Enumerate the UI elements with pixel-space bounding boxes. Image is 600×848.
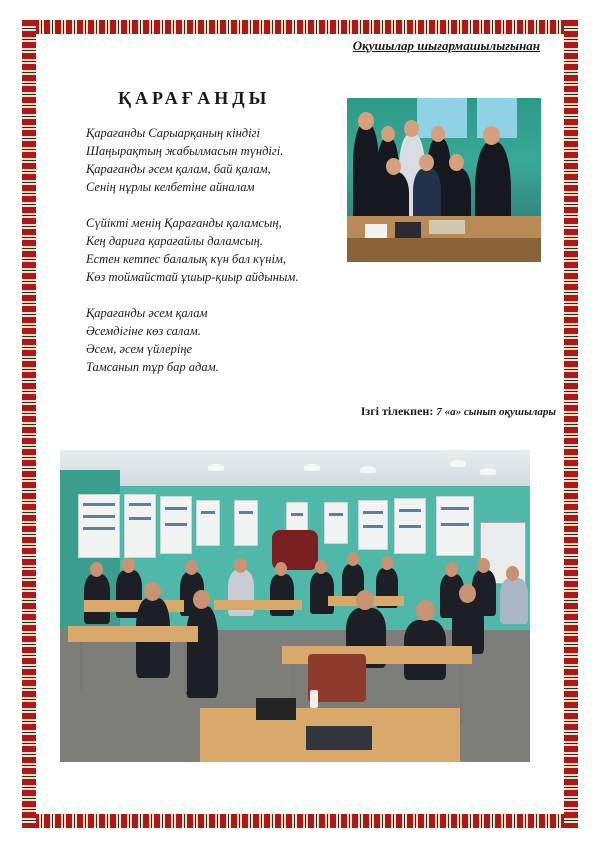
student-face (445, 562, 458, 577)
student-desk (214, 600, 302, 610)
student-desk (68, 626, 198, 642)
ceiling-lamp (360, 466, 376, 473)
student-face (381, 556, 393, 570)
poem-line: Қарағанды әсем қалам (86, 306, 208, 320)
book (306, 726, 372, 750)
poem-line: Сүйікті менің Қарағанды қаламсың, (86, 216, 282, 230)
teacher-face (419, 154, 434, 171)
decorative-border-top (22, 20, 578, 34)
wall-poster (436, 496, 474, 556)
desk-leg (184, 642, 187, 692)
desk-leg (80, 642, 83, 692)
student-face (386, 158, 401, 175)
student-figure (310, 572, 334, 614)
student-face (506, 566, 519, 581)
desk-front (347, 238, 541, 262)
student-face (358, 112, 374, 130)
poem-line: Әсем, әсем үйлеріңе (86, 342, 193, 356)
student-face (193, 590, 210, 609)
student-face (315, 560, 327, 574)
student-face (122, 558, 135, 573)
student-face (459, 584, 476, 603)
decorative-border-bottom (22, 814, 578, 828)
decorative-border-left (22, 20, 36, 828)
ceiling-lamp (480, 468, 496, 475)
poem-line: Көз тоймайстай ұшыр-қиыр айдыным. (86, 270, 299, 284)
student-face (356, 590, 374, 610)
student-figure (353, 124, 379, 224)
poem-line: Сенің нұрлы келбетіне айналам (86, 180, 255, 194)
student-face (404, 120, 419, 137)
signature-author: 7 «а» сынып оқушылары (436, 406, 556, 418)
student-face (90, 562, 103, 577)
student-face (381, 126, 395, 142)
student-face (347, 552, 359, 566)
student-figure (500, 578, 528, 624)
poem-title: ҚАРАҒАНДЫ (118, 88, 271, 108)
student-figure (186, 606, 218, 698)
wall-poster (358, 500, 388, 550)
poem-line: Естен кетпес балалық күн бал күнім, (86, 252, 287, 266)
laptop (395, 222, 421, 238)
wall-poster (234, 500, 258, 546)
papers (429, 220, 465, 234)
poem-line: Тамсанып тұр бар адам. (86, 360, 219, 374)
decorative-border-right (564, 20, 578, 828)
student-face (449, 154, 464, 171)
poem-line: Шаңырақтың жабылмасын түндігі. (86, 144, 284, 158)
wall-poster (394, 498, 426, 554)
poem-line: Кең дариға қарағайлы даламсың. (86, 234, 263, 248)
poem-stanza-3 (86, 304, 346, 376)
student-face (483, 126, 500, 145)
student-face (144, 582, 161, 601)
poem-line: Қарағанды Сарыарқаның кіндігі (86, 126, 260, 140)
bottle (310, 690, 318, 708)
student-face (416, 600, 435, 621)
poem-body (86, 124, 346, 394)
wall-poster (78, 494, 120, 558)
classroom-photo (60, 450, 530, 762)
student-figure (84, 574, 110, 624)
pencil-case (256, 698, 296, 720)
student-face (275, 562, 287, 576)
student-face (477, 558, 490, 573)
wall-poster (124, 494, 156, 558)
ceiling-lamp (450, 460, 466, 467)
students-group-photo (347, 98, 541, 262)
wall-poster (160, 496, 192, 554)
student-face (431, 126, 445, 142)
ceiling (60, 450, 530, 490)
signature-label: Ізгі тілекпен: (360, 404, 434, 418)
student-face (234, 558, 247, 573)
section-title: Оқушылар шығармашылығынан (352, 38, 540, 53)
ceiling-lamp (208, 464, 224, 471)
wall-poster (196, 500, 220, 546)
student-desk (84, 600, 184, 612)
signature (361, 404, 556, 419)
poem-line: Әсемдігіне көз салам. (86, 324, 201, 338)
ceiling-lamp (304, 464, 320, 471)
poem-stanza-2 (86, 214, 346, 286)
poem-line: Қарағанды әсем қалам, бай қалам, (86, 162, 271, 176)
wall-poster (324, 502, 348, 544)
poem-stanza-1 (86, 124, 346, 196)
desk-leg (460, 664, 463, 724)
tablet (365, 224, 387, 238)
student-face (185, 560, 198, 575)
